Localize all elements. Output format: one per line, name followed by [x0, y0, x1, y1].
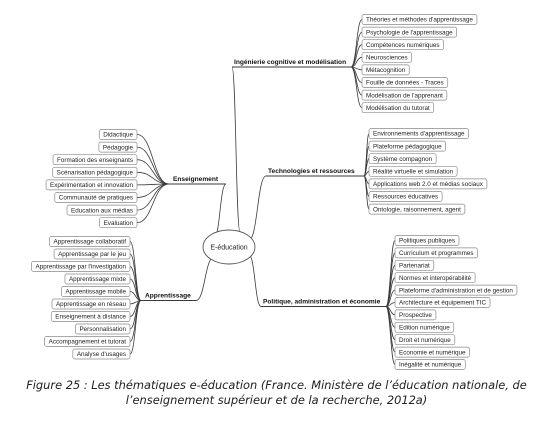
- leaf-label: Apprentissage par le jeu: [58, 251, 126, 259]
- leaf-node: [362, 40, 444, 50]
- leaf-node: [362, 103, 434, 113]
- leaf-node: [369, 204, 465, 214]
- branch-label-politique: Politique, administration et économie: [263, 298, 381, 306]
- leaf-node: [395, 248, 478, 258]
- leaf-node: [46, 180, 137, 190]
- leaf-node: [362, 78, 448, 88]
- leaf-label: Expérimentation et innovation: [50, 182, 133, 190]
- leaf-node: [395, 260, 434, 270]
- leaf-connector: [351, 20, 362, 68]
- leaf-node: [55, 193, 137, 203]
- leaf-node: [369, 179, 487, 189]
- leaf-node: [369, 154, 436, 164]
- leaf-label: Accompagnement et tutorat: [48, 338, 126, 346]
- central-node-label: E-éducation: [210, 244, 248, 252]
- leaf-label: Droit et numérique: [399, 336, 451, 344]
- leaf-connector: [137, 184, 169, 223]
- leaf-node: [100, 218, 137, 228]
- leaf-label: Normes et interopérabilité: [399, 274, 472, 282]
- leaf-connector: [137, 160, 169, 184]
- leaf-label: Economie et numérique: [399, 349, 466, 357]
- leaf-node: [395, 322, 454, 332]
- leaf-node: [395, 273, 475, 283]
- leaf-node: [362, 52, 412, 62]
- figure-caption: Figure 25 : Les thématiques e-éducation (France. Ministère de l’éducation nationale, de l’enseignement supérieur et de la recherche, 2012a): [26, 378, 527, 407]
- leaf-nodes: [32, 15, 517, 370]
- leaf-label: Evaluation: [103, 219, 133, 227]
- leaf-label: Ontologie, raisonnement, agent: [373, 206, 461, 214]
- leaf-node: [362, 27, 457, 37]
- leaf-label: Partenariat: [399, 262, 430, 270]
- leaf-label: Théories et méthodes d'apprentissage: [366, 16, 473, 24]
- leaf-node: [395, 236, 459, 246]
- leaf-label: Apprentissage collaboratif: [53, 238, 126, 246]
- leaf-label: Architecture et équipement TIC: [399, 299, 487, 307]
- leaf-label: Apprentissage en réseau: [55, 301, 126, 309]
- branch-label-ingenierie: Ingénierie cognitive et modélisation: [234, 59, 347, 66]
- leaf-label: Formation des enseignants: [57, 156, 133, 164]
- leaf-connector: [137, 184, 169, 198]
- leaf-label: Pédagogie: [102, 144, 133, 152]
- leaf-label: Neurosciences: [366, 54, 408, 62]
- leaf-label: Enseignement à distance: [55, 313, 126, 321]
- leaf-node: [369, 141, 446, 151]
- leaf-connector: [130, 254, 141, 301]
- leaf-label: Réalité virtuelle et simulation: [373, 168, 454, 176]
- leaf-label: Fouille de données - Traces: [366, 79, 444, 87]
- branch-connector-politique: [249, 255, 261, 307]
- central-node: [203, 230, 255, 264]
- leaf-label: Environnements d'apprentissage: [373, 130, 465, 138]
- leaf-node: [65, 274, 130, 284]
- leaf-label: Apprentissage par l'investigation: [35, 263, 126, 271]
- leaf-connector: [386, 241, 395, 307]
- leaf-node: [395, 347, 470, 357]
- leaf-label: Politiques publiques: [399, 237, 456, 245]
- leaf-label: Edition numérique: [399, 324, 450, 332]
- leaf-label: Ressources éducatives: [373, 193, 439, 201]
- leaf-connector: [351, 67, 362, 95]
- leaf-label: Apprentissage mobile: [65, 288, 126, 296]
- leaf-label: Inégalité et numérique: [399, 361, 462, 369]
- leaf-node: [53, 167, 137, 177]
- leaf-node: [395, 298, 490, 308]
- branch-label-technologies: Technologies et ressources: [268, 168, 355, 175]
- leaf-node: [362, 65, 409, 75]
- leaf-node: [395, 310, 436, 320]
- leaf-connector: [130, 301, 141, 342]
- branch-label-apprentissage: Apprentissage: [145, 292, 191, 300]
- leaf-node: [369, 129, 469, 139]
- leaf-node: [362, 15, 477, 25]
- leaf-node: [99, 142, 137, 152]
- leaf-node: [61, 287, 130, 297]
- leaf-node: [53, 155, 137, 165]
- leaf-label: Plateforme d'administration et de gestion: [399, 287, 513, 295]
- leaf-label: Curriculum et programmes: [399, 250, 474, 258]
- leaf-node: [369, 166, 457, 176]
- leaf-label: Modélisation de l'apprenant: [366, 92, 443, 100]
- leaf-label: Plateforme pédagogique: [373, 143, 442, 151]
- leaf-node: [369, 192, 442, 202]
- leaf-node: [54, 249, 130, 259]
- leaf-label: Prospective: [399, 312, 432, 320]
- leaf-label: Apprentissage mixte: [68, 276, 126, 284]
- leaf-label: Modélisation du tutorat: [366, 104, 430, 112]
- leaf-node: [75, 324, 130, 334]
- leaf-node: [395, 285, 517, 295]
- leaf-connector: [137, 135, 169, 185]
- branch-connector-apprentissage: [196, 257, 214, 301]
- leaf-label: Communauté de pratiques: [58, 194, 133, 202]
- leaf-connector: [351, 67, 362, 108]
- branch-connector-technologies: [249, 176, 266, 240]
- leaf-label: Applications web 2.0 et médias sociaux: [373, 181, 483, 189]
- leaf-node: [99, 130, 137, 140]
- leaf-node: [45, 337, 130, 347]
- leaf-node: [395, 335, 455, 345]
- leaf-node: [32, 262, 130, 272]
- leaf-label: Système compagnon: [373, 155, 433, 163]
- leaf-connector: [386, 307, 395, 353]
- leaf-label: Compétences numériques: [366, 41, 440, 49]
- branch-label-enseignement: Enseignement: [173, 176, 219, 183]
- leaf-node: [73, 349, 130, 359]
- leaf-node: [50, 237, 130, 247]
- leaf-node: [52, 299, 130, 309]
- leaf-node: [51, 312, 130, 322]
- connectors: [130, 20, 395, 365]
- leaf-label: Psychologie de l'apprentissage: [366, 29, 453, 37]
- leaf-label: Analyse d'usages: [76, 351, 126, 359]
- leaf-label: Didactique: [103, 131, 133, 139]
- leaf-node: [67, 205, 137, 215]
- leaf-node: [362, 90, 447, 100]
- leaf-label: Métacognition: [366, 67, 406, 75]
- leaf-label: Personnalisation: [79, 326, 126, 334]
- leaf-label: Scénarisation pédagogique: [56, 169, 133, 177]
- leaf-node: [395, 360, 465, 370]
- branch-connector-ingenierie: [232, 67, 240, 232]
- leaf-label: Education aux médias: [71, 207, 133, 215]
